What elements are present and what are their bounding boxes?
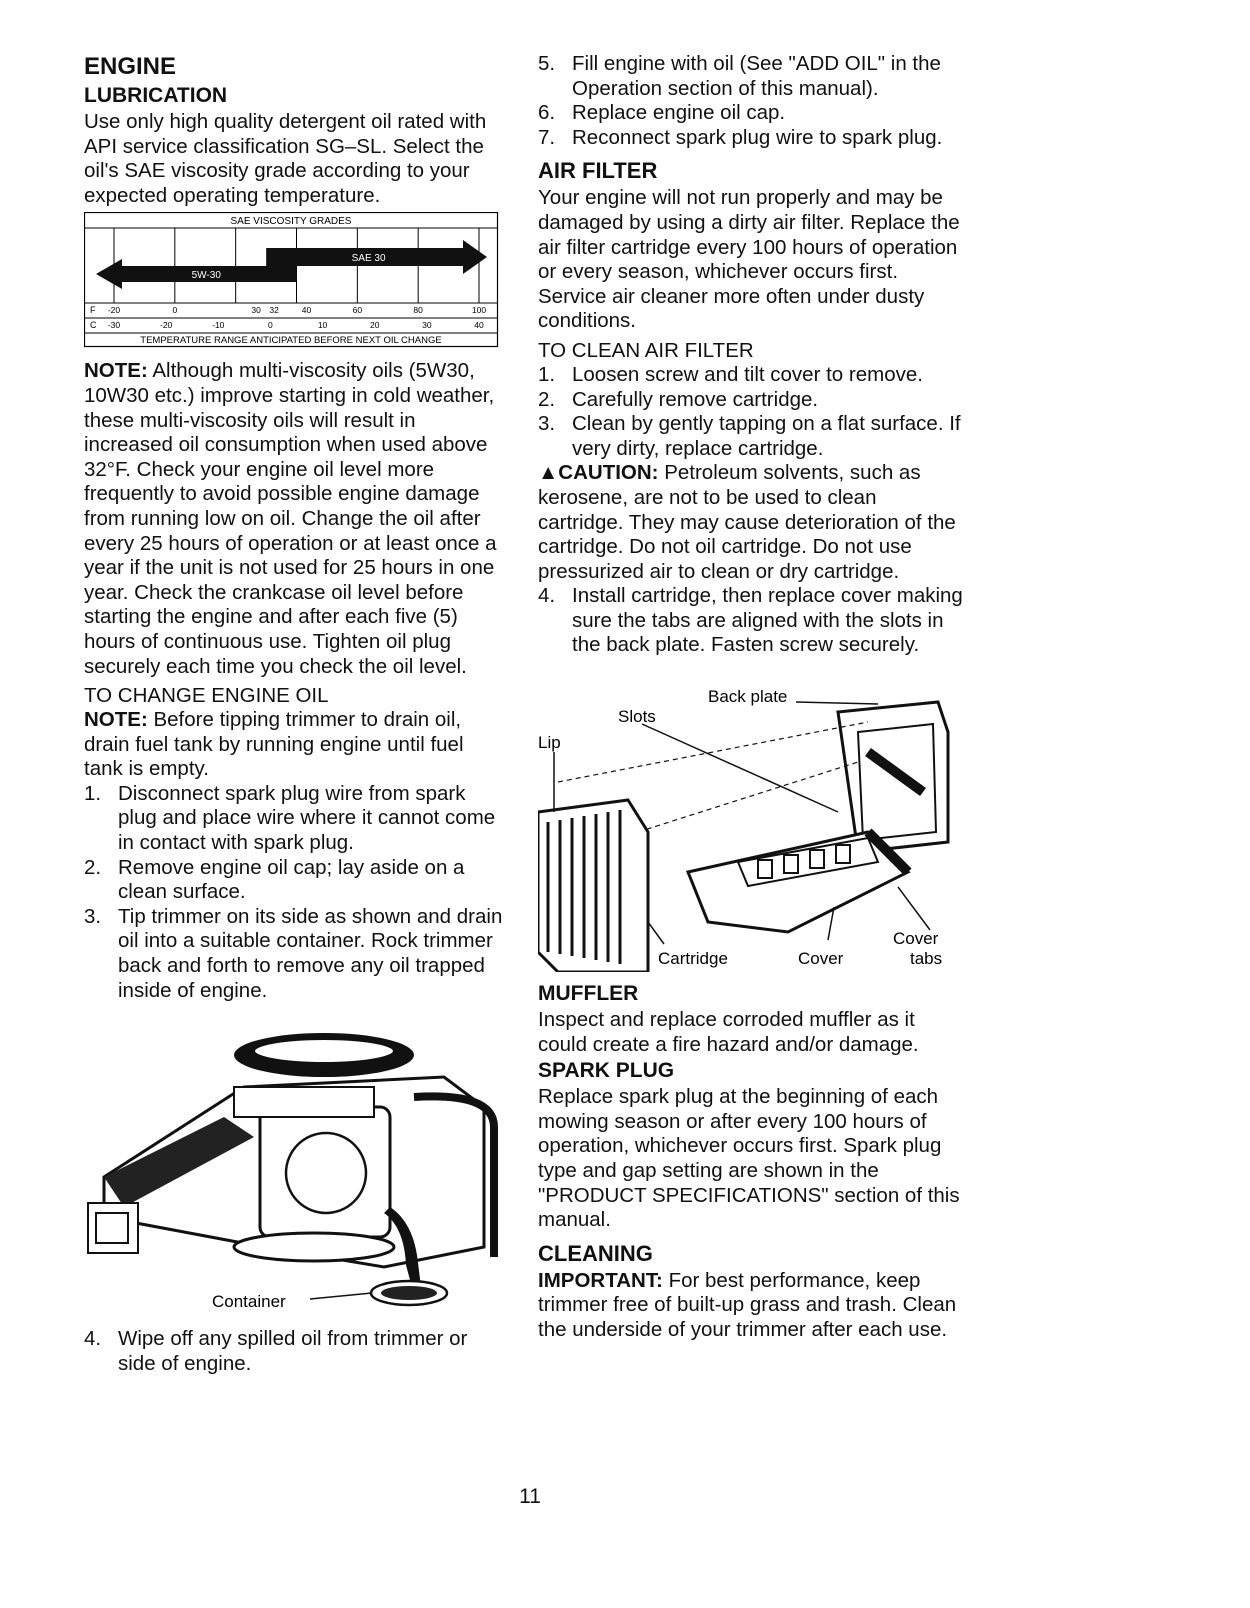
f-tick-label: 60 xyxy=(352,305,363,316)
caution-warning-icon: ▲ xyxy=(538,461,559,485)
list-item: 4. Wipe off any spilled oil from trimmer or side of engine. xyxy=(84,1327,468,1375)
list-item: 5. Fill engine with oil (See "ADD OIL" in the Operation section of this manual). xyxy=(538,52,941,100)
c-tick-label: 10 xyxy=(317,320,328,331)
list-item: 1. Loosen screw and tilt cover to remove. xyxy=(538,362,923,386)
f-tick-label: 0 xyxy=(172,305,178,316)
note-multi-viscosity: NOTE: Although multi-viscosity oils (5W30, 10W30 etc.) improve starting in cold weather, these multi-viscosity oils will result in increased oil consumption when used above 32°F. Check your engine oil level more frequently to avoid possible engine damage from running low on oil. Change the oil after every 25 hours of operation or at least once a year if the unit is not used for 25 hours in one year. Check the crankcase oil level before starting the engine and after each five (5) hours of continuous use. Tighten oil plug securely each time you check the oil level. xyxy=(84,359,497,678)
f-tick-label: 32 xyxy=(269,305,279,316)
f-tick-label: 30 xyxy=(251,305,261,316)
c-tick-label: -10 xyxy=(212,320,225,331)
clean-filter-steps xyxy=(538,363,963,461)
list-item: 4. Install cartridge, then replace cover making sure the tabs are aligned with the slots in the back plate. Fasten screw securely. xyxy=(538,584,963,657)
cleaning-heading: CLEANING xyxy=(538,1240,653,1266)
note-drain-fuel: NOTE: Before tipping trimmer to drain oil, drain fuel tank by running engine until fuel tank is empty. xyxy=(84,708,464,781)
list-item: 7. Reconnect spark plug wire to spark plug. xyxy=(538,125,943,149)
spark-plug-heading: SPARK PLUG xyxy=(538,1059,675,1083)
clean-filter-heading: TO CLEAN AIR FILTER xyxy=(538,338,754,362)
air-filter-illustration xyxy=(538,672,963,972)
air-filter-heading: AIR FILTER xyxy=(538,158,658,184)
f-tick-label: 80 xyxy=(413,305,423,316)
lubrication-heading: LUBRICATION xyxy=(84,84,228,107)
back-plate-label: Back plate xyxy=(708,687,788,707)
c-tick-label: 30 xyxy=(422,320,432,331)
f-tick-label: 100 xyxy=(471,305,487,316)
c-axis-label: C xyxy=(90,320,97,331)
c-tick-label: 0 xyxy=(268,320,273,331)
slots-label: Slots xyxy=(618,707,656,727)
list-item: 2. Carefully remove cartridge. xyxy=(538,387,819,411)
f-tick-label: -20 xyxy=(107,305,121,316)
cover-label: Cover xyxy=(798,949,844,969)
spark-plug-text: Replace spark plug at the beginning of each mowing season or after every 100 hours of operation, whichever occurs first. Spark plug type and gap setting are shown in the "PRODUCT SPECIFICATIONS" section of this manual. xyxy=(538,1085,960,1232)
change-oil-steps-continued xyxy=(538,52,963,150)
container-label: Container xyxy=(212,1292,286,1312)
f-tick-label: 40 xyxy=(301,305,312,316)
list-item: 6. Replace engine oil cap. xyxy=(538,101,786,125)
c-tick-label: 20 xyxy=(369,320,380,331)
clean-filter-step-4 xyxy=(538,584,963,658)
list-item: 2. Remove engine oil cap; lay aside on a clean surface. xyxy=(84,855,465,904)
cover-tabs-label-line1: Cover xyxy=(893,929,939,949)
page-number: 11 xyxy=(519,1485,541,1508)
c-tick-label: -20 xyxy=(159,320,173,331)
list-item: 3. Clean by gently tapping on a flat surface. If very dirty, replace cartridge. xyxy=(538,412,961,460)
chart-footer: TEMPERATURE RANGE ANTICIPATED BEFORE NEXT OIL CHANGE xyxy=(140,335,442,347)
sae-viscosity-chart xyxy=(84,212,504,350)
list-item: 3. Tip trimmer on its side as shown and drain oil into a suitable container. Rock trimmer back and forth to remove any oil trapped inside of engine. xyxy=(84,904,503,1002)
label-sae30: SAE 30 xyxy=(351,253,386,265)
cartridge-label: Cartridge xyxy=(658,949,728,969)
list-item: 1. Disconnect spark plug wire from spark plug and place wire where it cannot come in contact with spark plug. xyxy=(84,781,496,855)
lubrication-text: Use only high quality detergent oil rated with API service classification SG–SL. Select the oil's SAE viscosity grade according to your expected operating temperature. xyxy=(84,110,487,207)
muffler-text: Inspect and replace corroded muffler as it could create a fire hazard and/or damage. xyxy=(538,1008,919,1056)
cleaning-text: IMPORTANT: For best performance, keep trimmer free of built-up grass and trash. Clean the underside of your trimmer after each use. xyxy=(538,1268,957,1341)
f-axis-label: F xyxy=(90,305,96,316)
right-column xyxy=(538,52,963,1343)
c-tick-label: 40 xyxy=(474,320,484,331)
trimmer-draining-illustration xyxy=(84,1017,504,1317)
change-oil-step-4 xyxy=(84,1327,504,1376)
lip-label: Lip xyxy=(538,733,561,753)
label-5w30: 5W-30 xyxy=(191,270,221,282)
left-column xyxy=(84,52,504,1376)
engine-heading: ENGINE xyxy=(84,53,177,80)
c-tick-label: -30 xyxy=(107,320,121,331)
cover-tabs-label-line2: tabs xyxy=(910,949,943,969)
air-filter-text: Your engine will not run properly and may be damaged by using a dirty air filter. Replace the air filter cartridge every 100 hours of operation or every season, whichever occurs first. Service air cleaner more often under dusty conditions. xyxy=(538,186,960,333)
change-oil-heading: TO CHANGE ENGINE OIL xyxy=(84,684,329,708)
chart-title: SAE VISCOSITY GRADES xyxy=(230,216,352,228)
muffler-heading: MUFFLER xyxy=(538,982,639,1006)
caution-text: ▲CAUTION: Petroleum solvents, such as kerosene, are not to be used to clean cartridge. They may cause deterioration of the cartridge. Do not oil cartridge. Do not use pressurized air to clean or dry cartridge. xyxy=(538,461,956,583)
change-oil-steps xyxy=(84,782,504,1003)
